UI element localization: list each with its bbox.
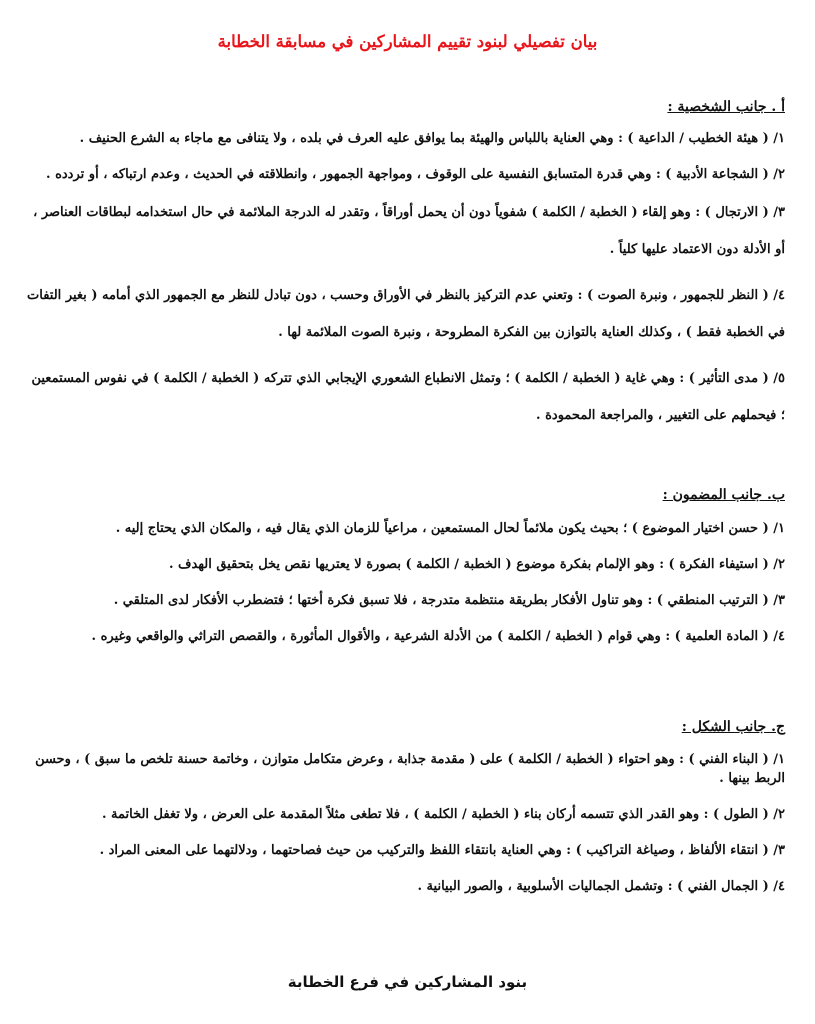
section-personality <box>25 97 785 434</box>
criterion-item: ٣/ ( الترتيب المنطقي ) : وهو تناول الأفكار بطريقة منتظمة متدرجة ، فلا تسبق فكرة أختها ؛ فتضطرب الأفكار لدى المتلقي . <box>113 593 785 608</box>
criterion-item: ١/ ( البناء الفني ) : وهو احتواء ( الخطبة / الكلمة ) على ( مقدمة جذابة ، وعرض متكامل متوازن ، وخاتمة حسنة تلخص ما سبق ) ، وحسن الربط بينها . <box>35 752 785 786</box>
criterion-item: ٣/ ( انتقاء الألفاظ ، وصياغة التراكيب ) : وهي العناية بانتقاء اللفظ والتركيب من حيث فصاحتهما ، ودلالتهما على المعنى المراد . <box>99 843 785 858</box>
criterion-item: ٤/ ( الجمال الفني ) : وتشمل الجماليات الأسلوبية ، والصور البيانية . <box>417 879 785 894</box>
section-form <box>25 717 785 896</box>
document-footer: بنود المشاركين في فرع الخطابة <box>287 973 528 991</box>
criterion-item: ١/ ( هيئة الخطيب / الداعية ) : وهي العناية باللباس والهيئة بما يوافق عليه العرف في بلده ، ولا يتنافى مع ماجاء به الشرع الحنيف . <box>79 131 785 146</box>
criterion-item: ٥/ ( مدى التأثير ) : وهي غاية ( الخطبة / الكلمة ) ؛ وتمثل الانطباع الشعوري الإيجابي الذي تتركه ( الخطبة / الكلمة ) في نفوس المستمعين ؛ فيحملهم على التغيير ، والمراجعة المحمودة . <box>31 371 785 423</box>
section-content <box>25 485 785 646</box>
section-heading: ب. جانب المضمون : <box>662 487 785 503</box>
criterion-item: ٢/ ( الشجاعة الأدبية ) : وهي قدرة المتسابق النفسية على الوقوف ، ومواجهة الجمهور ، وانطلاقته في الحديث ، وعدم ارتباكه ، أو تردده . <box>46 167 785 182</box>
section-heading: ج. جانب الشكل : <box>681 719 785 735</box>
document-title: بيان تفصيلي لبنود تقييم المشاركين في مسابقة الخطابة <box>217 32 598 51</box>
criterion-item: ٤/ ( النظر للجمهور ، ونبرة الصوت ) : وتعني عدم التركيز بالنظر في الأوراق وحسب ، دون تبادل للنظر مع الجمهور الذي أمامه ( بغير التفات في الخطبة فقط ) ، وكذلك العناية بالتوازن بين الفكرة المطروحة ، ونبرة الصوت الملائمة لها . <box>27 288 785 340</box>
criterion-item: ٣/ ( الارتجال ) : وهو إلقاء ( الخطبة / الكلمة ) شفوياً دون أن يحمل أوراقاً ، وتقدر له الدرجة الملائمة في حال استخدامه لبطاقات العناصر ، أو الأدلة دون الاعتماد عليها كلياً . <box>33 205 785 257</box>
criterion-item: ٤/ ( المادة العلمية ) : وهي قوام ( الخطبة / الكلمة ) من الأدلة الشرعية ، والأقوال المأثورة ، والقصص التراثي والواقعي وغيره . <box>91 629 785 644</box>
criterion-item: ٢/ ( استيفاء الفكرة ) : وهو الإلمام بفكرة موضوع ( الخطبة / الكلمة ) بصورة لا يعتريها نقص يخل بتحقيق الهدف . <box>168 557 785 572</box>
criterion-item: ٢/ ( الطول ) : وهو القدر الذي تتسمه أركان بناء ( الخطبة / الكلمة ) ، فلا تطغى مثلاً المقدمة على العرض ، ولا تغفل الخاتمة . <box>101 807 785 822</box>
criterion-item: ١/ ( حسن اختيار الموضوع ) ؛ بحيث يكون ملائماً لحال المستمعين ، مراعياً للزمان الذي يقال فيه ، والمكان الذي يحتاج إليه . <box>115 521 785 536</box>
section-heading: أ . جانب الشخصية : <box>667 99 785 115</box>
